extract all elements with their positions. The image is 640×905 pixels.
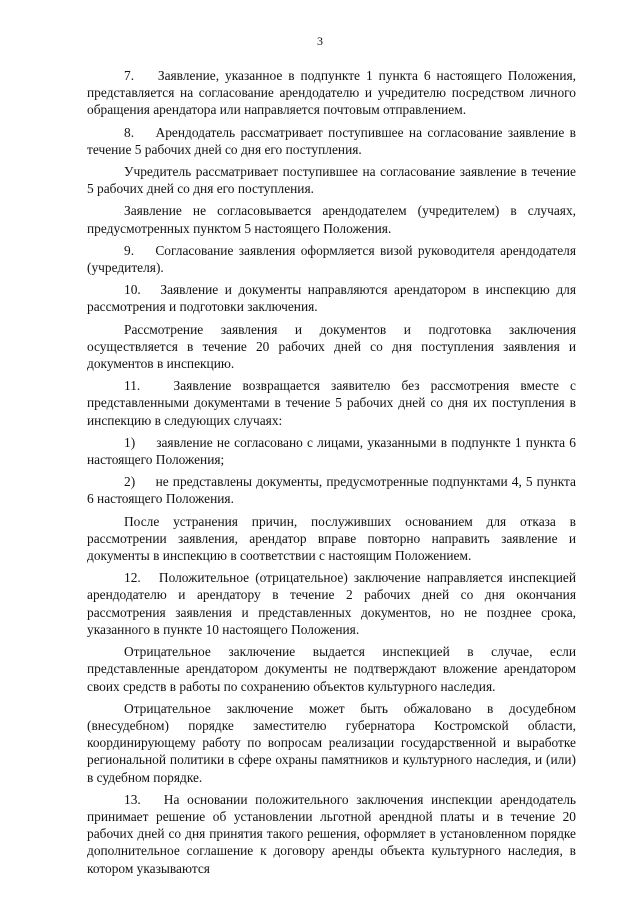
paragraph-11-resubmit: После устранения причин, послуживших основанием для отказа в рассмотрении заявления, арендатор вправе повторно направить заявление и документы в инспекцию в соответствии с настоящим Положением. <box>87 513 576 564</box>
paragraph-12: 12. Положительное (отрицательное) заключение направляется инспекцией арендодателю и арендатору в течение 2 рабочих дней со дня окончания рассмотрения заявления и представленных документов, но не позднее срока, указанного в пункте 10 настоящего Положения. <box>87 570 576 637</box>
paragraph-8-refusal: Заявление не согласовывается арендодателем (учредителем) в случаях, предусмотренных пунктом 5 настоящего Положения. <box>87 203 576 236</box>
paragraph-12-negative: Отрицательное заключение выдается инспекцией в случае, если представленные арендатором документы не подтверждают вложение арендатором своих средств в работы по сохранению объектов культурного наследия. <box>87 644 576 694</box>
page-number: 3 <box>317 34 323 48</box>
paragraph-13: 13. На основании положительного заключения инспекции арендодатель принимает решение об установлении льготной арендной платы и в течение 20 рабочих дней со дня принятия такого решения, оформляет в установленном порядке дополнительное соглашение к договору аренды объекта культурного наследия, в котором указываются <box>87 791 576 876</box>
paragraph-9: 9. Согласование заявления оформляется визой руководителя арендодателя (учредителя). <box>87 242 576 276</box>
paragraph-12-appeal: Отрицательное заключение может быть обжаловано в досудебном (внесудебном) порядке заместителю губернатора Костромской области, координирующему работу по вопросам реализации государственной и выработке региональной политики в сфере охраны памятников и культурного наследия, и (или) в судебном порядке. <box>87 700 576 785</box>
paragraph-7: 7. Заявление, указанное в подпункте 1 пункта 6 настоящего Положения, представляется на согласование арендодателю и учредителю посредством личного обращения арендатора или направляется почтовым отправлением. <box>87 68 576 118</box>
paragraph-10: 10. Заявление и документы направляются арендатором в инспекцию для рассмотрения и подготовки заключения. <box>87 282 576 315</box>
document-body <box>87 67 576 882</box>
paragraph-8-founder: Учредитель рассматривает поступившее на согласование заявление в течение 5 рабочих дней со дня его поступления. <box>87 164 576 197</box>
paragraph-8: 8. Арендодатель рассматривает поступившее на согласование заявление в течение 5 рабочих дней со дня его поступления. <box>87 124 576 157</box>
paragraph-10-review: Рассмотрение заявления и документов и подготовка заключения осуществляется в течение 20 рабочих дней со дня поступления заявления и документов в инспекцию. <box>87 321 576 372</box>
paragraph-11-case-2: 2) не представлены документы, предусмотренные подпунктами 4, 5 пункта 6 настоящего Положения. <box>87 474 576 507</box>
paragraph-11: 11. Заявление возвращается заявителю без рассмотрения вместе с представленными документами в течение 5 рабочих дней со дня их поступления в инспекцию в следующих случаях: <box>87 378 576 428</box>
paragraph-11-case-1: 1) заявление не согласовано с лицами, указанными в подпункте 1 пункта 6 настоящего Положения; <box>87 434 576 468</box>
